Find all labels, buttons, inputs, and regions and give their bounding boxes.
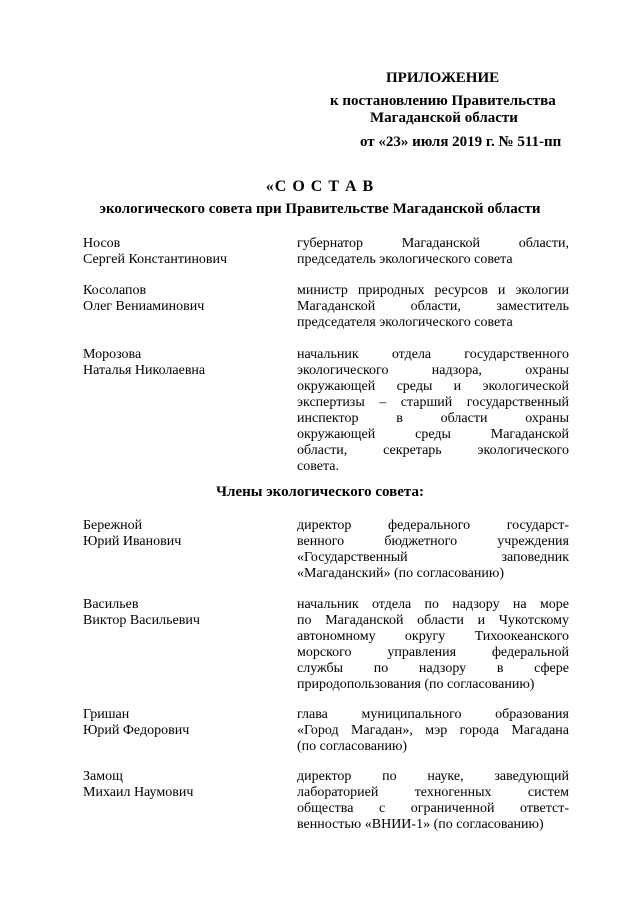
role-line: службы по надзору в сфере	[297, 661, 569, 676]
role-line: губернатор Магаданской области,	[297, 236, 569, 251]
person-name	[83, 236, 283, 268]
role-line: окружающей среды и экологической	[297, 379, 569, 394]
given-names: Сергей Константинович	[83, 252, 228, 267]
given-names: Юрий Иванович	[83, 534, 182, 549]
role-line: председатель экологического совета	[297, 252, 513, 267]
role-line: экологического надзора, охраны	[297, 363, 569, 378]
role-line: министр природных ресурсов и экологии	[297, 283, 569, 298]
role-line: природопользования (по согласованию)	[297, 677, 535, 692]
surname: Гришан	[83, 707, 130, 722]
person-name	[83, 283, 283, 315]
role-line: окружающей среды Магаданской	[297, 427, 569, 442]
given-names: Юрий Федорович	[83, 723, 190, 738]
role-line: Магаданской области, заместитель	[297, 299, 569, 314]
surname: Васильев	[83, 597, 139, 612]
person-role	[297, 236, 569, 268]
given-names: Михаил Наумович	[83, 785, 194, 800]
role-line: директор по науке, заведующий	[297, 769, 569, 784]
person-role	[297, 283, 569, 331]
appendix-heading: ПРИЛОЖЕНИЕ	[386, 70, 500, 86]
role-line: венностью «ВНИИ-1» (по согласованию)	[297, 817, 544, 832]
person-role	[297, 597, 569, 693]
document-subtitle: экологического совета при Правительстве Магаданской области	[99, 201, 541, 217]
role-line: общества с ограниченной ответст-	[297, 801, 569, 816]
role-line: начальник отдела государственного	[297, 347, 569, 362]
person-name	[83, 518, 283, 550]
person-role	[297, 769, 569, 833]
members-heading: Члены экологического совета:	[216, 484, 424, 500]
role-line: по Магаданской области и Чукотскому	[297, 613, 569, 628]
role-line: венного бюджетного учреждения	[297, 534, 569, 549]
role-line: экспертизы – старший государственный	[297, 395, 569, 410]
resolution-date-number: от «23» июля 2019 г. № 511-пп	[360, 134, 562, 150]
role-line: области, секретарь экологического	[297, 443, 569, 458]
role-line: морского управления федеральной	[297, 645, 569, 660]
person-role	[297, 518, 569, 582]
person-role	[297, 707, 569, 755]
person-name	[83, 707, 283, 739]
role-line: «Государственный заповедник	[297, 550, 569, 565]
surname: Носов	[83, 236, 121, 251]
role-line: директор федерального государст-	[297, 518, 569, 533]
role-line: председателя экологического совета	[297, 315, 513, 330]
surname: Бережной	[83, 518, 143, 533]
surname: Морозова	[83, 347, 142, 362]
given-names: Олег Вениаминович	[83, 299, 205, 314]
role-line: совета.	[297, 459, 339, 474]
person-name	[83, 769, 283, 801]
role-line: (по согласованию)	[297, 739, 408, 754]
person-role	[297, 347, 569, 475]
role-line: начальник отдела по надзору на море	[297, 597, 569, 612]
resolution-reference: к постановлению Правительства	[330, 93, 556, 109]
role-line: лабораторией техногенных систем	[297, 785, 569, 800]
role-line: «Магаданский» (по согласованию)	[297, 566, 505, 581]
document-title: «С О С Т А В	[265, 178, 375, 195]
role-line: глава муниципального образования	[297, 707, 569, 722]
given-names: Наталья Николаевна	[83, 363, 206, 378]
person-name	[83, 597, 283, 629]
role-line: инспектор в области охраны	[297, 411, 569, 426]
person-name	[83, 347, 283, 379]
surname: Замощ	[83, 769, 123, 784]
role-line: «Город Магадан», мэр города Магадана	[297, 723, 569, 738]
role-line: автономному округу Тихоокеанского	[297, 629, 569, 644]
surname: Косолапов	[83, 283, 147, 298]
region-name: Магаданской области	[370, 110, 518, 126]
given-names: Виктор Васильевич	[83, 613, 200, 628]
